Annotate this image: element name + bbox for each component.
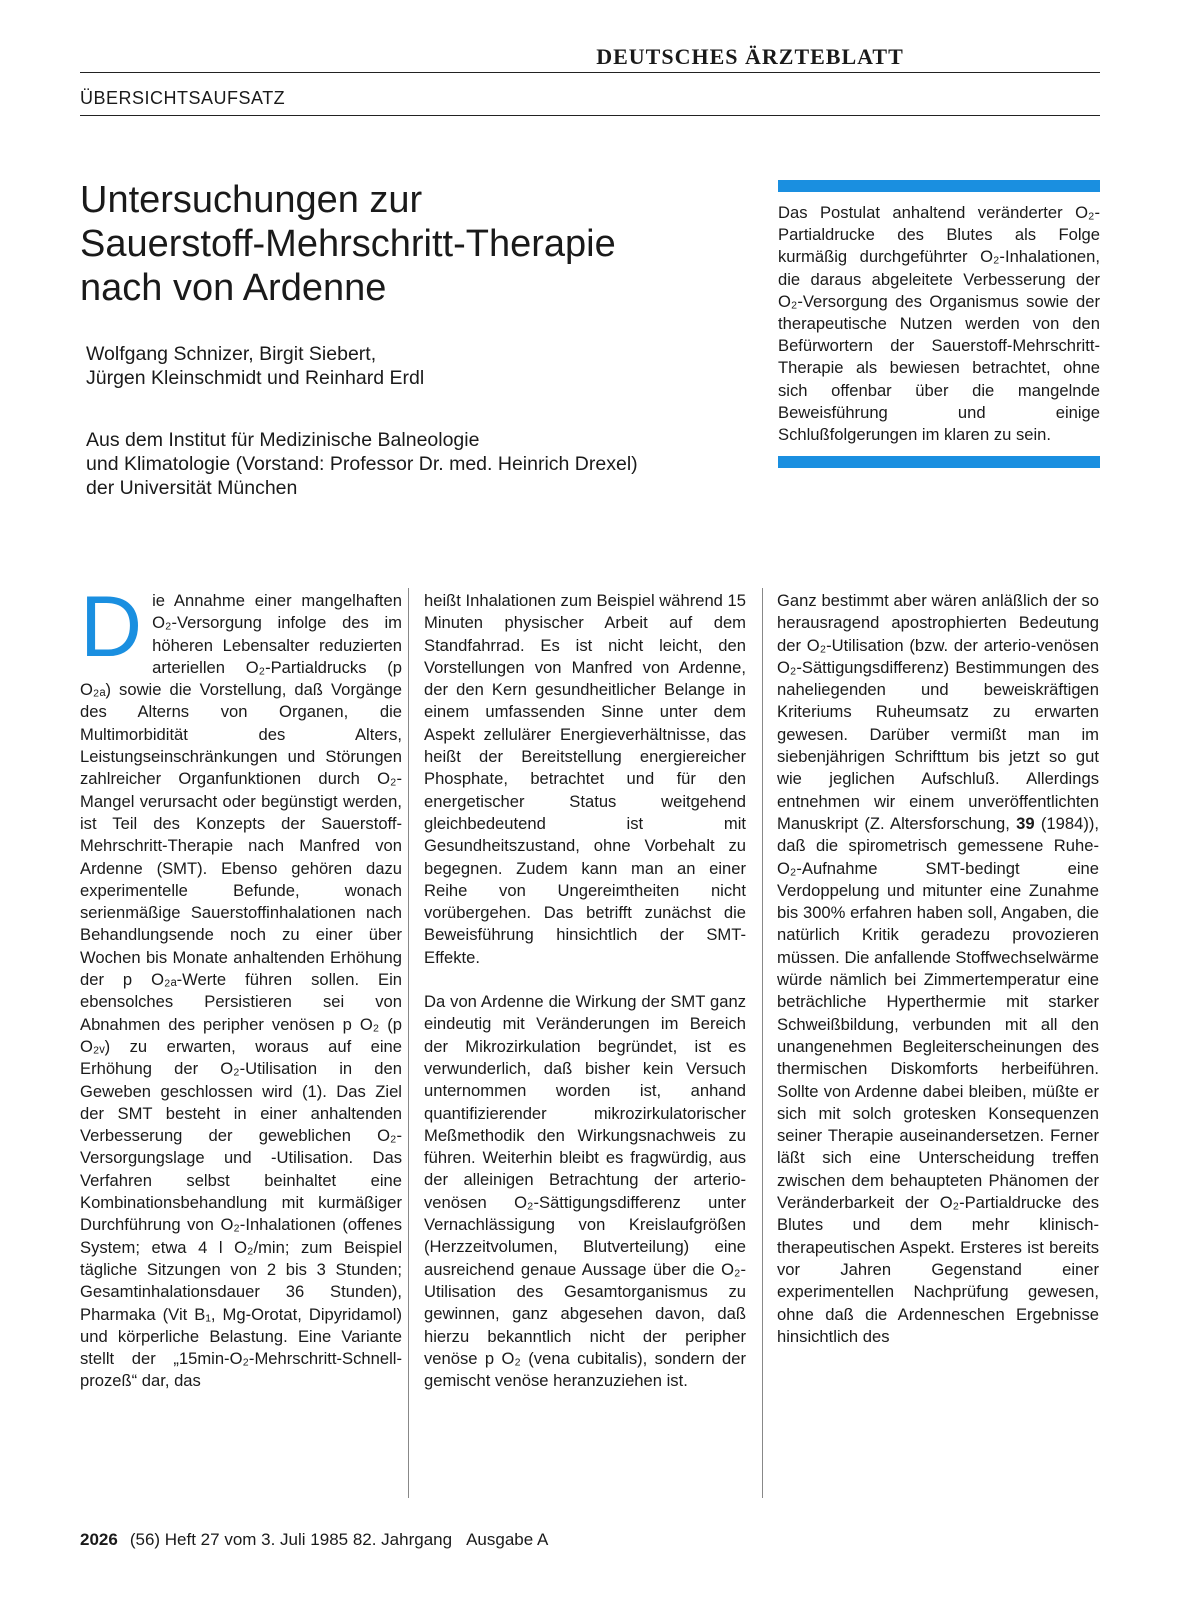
paragraph — [777, 590, 1099, 1348]
body-column-1 — [80, 579, 402, 1393]
body-column-2 — [424, 590, 746, 1392]
paragraph-text: ie Annahme einer mangelhaften O₂-Versorgung infolge des im höheren Lebensalter reduzierten arteriellen O₂-Partialdrucks (p O₂ₐ) sowie die Vorstellung, daß Vorgänge des Alterns von Organen, die Multimorbidität des Alters, Leistungseinschränkungen und Störungen zahlreicher Organfunktionen durch O₂-Mangel verursacht oder begünstigt werden, ist Teil des Konzepts der Sauerstoff-Mehrschritt-Therapie nach Manfred von Ardenne (SMT). Ebenso gehören dazu experimentelle Befunde, wonach serienmäßige Sauerstoffinhalationen nach Behandlungsende noch zu einer über Wochen bis Monate anhaltenden Erhöhung der p O₂ₐ-Werte führen sollen. Ein ebensolches Persistieren sei von Abnahmen des peripher venösen p O₂ (p O₂ᵥ) zu erwarten, woraus auf eine Erhöhung der O₂-Utilisation in den Geweben geschlossen wird (1). Das Ziel der SMT besteht in einer anhaltenden Verbesserung der geweblichen O₂-Versorgungslage und -Utilisation. Das Verfahren selbst beinhaltet eine Kombinationsbehandlung mit kurmäßiger Durchführung von O₂-Inhalationen (offenes System; etwa 4 l O₂/min; zum Beispiel tägliche Sitzungen von 2 bis 3 Stunden; Gesamtinhalationsdauer 36 Stunden), Pharmaka (Vit B₁, Mg-Orotat, Dipyridamol) und körperliche Belastung. Eine Variante stellt der „15min-O₂-Mehrschritt-Schnell-prozeß“ dar, das — [80, 591, 402, 1391]
section-label: ÜBERSICHTSAUFSATZ — [80, 88, 286, 108]
drop-cap: D — [80, 579, 143, 675]
abstract-text: Das Postulat anhaltend veränderter O₂-Partialdrucke des Blutes als Folge kurmäßig durchgeführter O₂-Inhalationen, die daraus abgeleitete Verbesserung der O₂-Versorgung des Organismus sowie der therapeutische Nutzen werden von den Befürwortern der Sauerstoff-Mehrschritt-Therapie als bewiesen betrachtet, ohne sich offenbar über die mangelnde Beweisführung und einige Schlußfolgerungen im klaren zu sein. — [778, 203, 1100, 445]
paragraph: Da von Ardenne die Wirkung der SMT ganz eindeutig mit Veränderungen im Bereich der Mikrozirkulation begründet, ist es verwunderlich, daß bisher kein Versuch unternommen worden ist, anhand quantifizierender mikrozirkulatorischer Meßmethodik den Wirkungsnachweis zu führen. Weiterhin bleibt es fragwürdig, aus der alleinigen Betrachtung der arterio-venösen O₂-Sättigungsdifferenz unter Vernachlässigung von Kreislaufgrößen (Herzzeitvolumen, Blutverteilung) eine ausreichend genaue Aussage über die O₂-Utilisation des Gesamtorganismus zu gewinnen, ganz abgesehen davon, daß hierzu bekanntlich nicht der peripher venöse p O₂ (vena cubitalis), sondern der gemischt venöse heranzuziehen ist. — [424, 992, 746, 1391]
affiliation-line: und Klimatologie (Vorstand: Professor Dr. med. Heinrich Drexel) — [86, 453, 638, 475]
affiliation — [86, 428, 638, 500]
title-line: nach von Ardenne — [80, 267, 387, 309]
page-number: 2026 — [80, 1530, 118, 1549]
abstract-bottom-bar — [778, 456, 1100, 468]
author-line: Wolfgang Schnizer, Birgit Siebert, — [86, 343, 377, 365]
affiliation-line: Aus dem Institut für Medizinische Balneologie — [86, 429, 480, 451]
edition: Ausgabe A — [466, 1530, 549, 1549]
column-divider — [762, 588, 763, 1498]
paragraph-text: Ganz bestimmt aber wären anläßlich der so herausragend apostrophierten Bedeutung der O₂-Utilisation (bzw. der arterio-venösen O₂-Sättigungsdifferenz) Bestimmungen des naheliegenden und beweiskräftigen Kriteriums Ruheumsatz zu erwarten gewesen. Darüber vermißt man im siebenjährigen Schrifttum bis jetzt so gut wie jeglichen Aufschluß. Allerdings entnehmen wir einem unveröffentlichten Manuskript (Z. Altersforschung, — [777, 591, 1099, 833]
abstract-box — [778, 180, 1100, 468]
journal-volume: 39 — [1016, 813, 1035, 833]
masthead-rule — [80, 72, 1100, 73]
article-title — [80, 178, 760, 310]
issue-info: (56) Heft 27 vom 3. Juli 1985 82. Jahrgang — [129, 1530, 453, 1549]
paragraph: heißt Inhalationen zum Beispiel während 15 Minuten physischer Arbeit auf dem Standfahrrad. Es ist nicht leicht, den Vorstellungen von Manfred von Ardenne, der den Kern gesundheitlicher Belange in einem umfassenden Sinne unter dem Aspekt zellulärer Energieverhältnisse, das heißt der Bereitstellung energiereicher Phosphate, betrachtet und für den energetischer Status weitgehend gleichbedeutend ist mit Gesundheitszustand, ohne Vorbehalt zu begegnen. Zudem kann man an einer Reihe von Ungereimtheiten nicht vorübergehen. Das betrifft zunächst die Beweisführung hinsichtlich der SMT-Effekte. — [424, 591, 746, 967]
page-footer — [80, 1530, 548, 1550]
author-line: Jürgen Kleinschmidt und Reinhard Erdl — [86, 367, 425, 389]
masthead: DEUTSCHES ÄRZTEBLATT — [596, 44, 904, 69]
paragraph-text: (1984)), daß die spirometrisch gemessene Ruhe-O₂-Aufnahme SMT-bedingt eine Verdoppelung und mitunter eine Zunahme bis 300% erfahren haben soll, Angaben, die natürlich Kritik geradezu provozieren müssen. Die anfallende Stoffwechselwärme würde nämlich bei Zimmertemperatur eine beträchliche Hyperthermie mit starker Schweißbildung, verbunden mit all den unangenehmen Begleiterscheinungen des thermischen Diskomforts herbeiführen. Sollte von Ardenne dabei bleiben, müßte er sich mit solch grotesken Konsequenzen seiner Therapie auseinandersetzen. Ferner läßt sich eine Unterscheidung treffen zwischen dem behaupteten Phänomen der Veränderbarkeit der O₂-Partialdrucke des Blutes und dem mehr klinisch-therapeutischen Aspekt. Ersteres ist bereits vor Jahren Gegenstand einer experimentellen Nachprüfung gewesen, ohne daß die Ardenneschen Ergebnisse hinsichtlich des — [777, 813, 1099, 1346]
abstract-top-bar — [778, 180, 1100, 192]
body-column-3 — [777, 590, 1099, 1348]
authors — [86, 342, 424, 390]
affiliation-line: der Universität München — [86, 477, 298, 499]
title-line: Untersuchungen zur — [80, 179, 423, 221]
column-divider — [408, 588, 409, 1498]
title-line: Sauerstoff-Mehrschritt-Therapie — [80, 223, 616, 265]
section-rule — [80, 115, 1100, 116]
paragraph — [80, 579, 402, 1393]
